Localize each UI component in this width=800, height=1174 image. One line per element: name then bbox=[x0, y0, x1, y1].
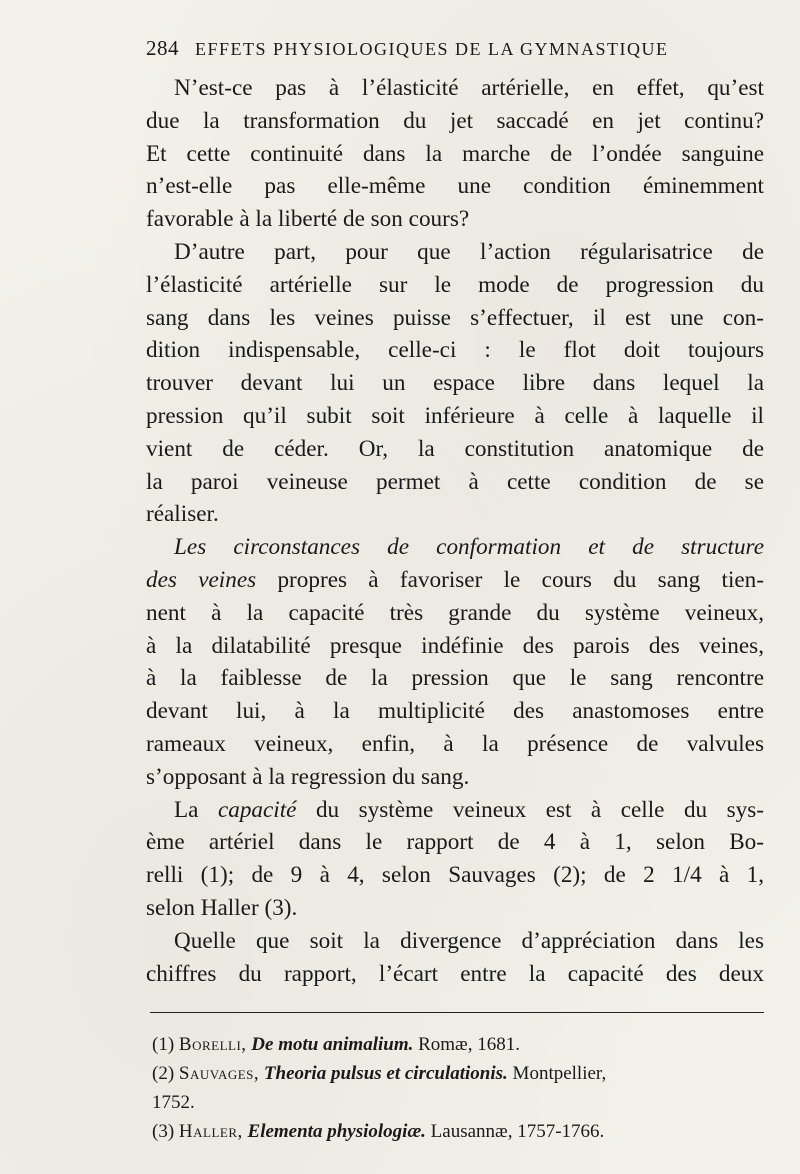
text-line: Et cette continuité dans la marche de l’ondée sanguine bbox=[146, 140, 764, 167]
text-line: l’élasticité artérielle sur le mode de progression du bbox=[146, 271, 764, 298]
text-line: Quelle que soit la divergence d’appréciation dans les bbox=[174, 927, 764, 954]
footnote-publication: Lausannæ, 1757-1766. bbox=[430, 1121, 605, 1142]
text-line bbox=[146, 794, 764, 827]
footnote-title: Elementa physiologiæ. bbox=[247, 1121, 426, 1142]
text-line: vient de céder. Or, la constitution anatomique de bbox=[146, 435, 764, 462]
footnote-number: (3) bbox=[152, 1121, 175, 1142]
text-line: ème artériel dans le rapport de 4 à 1, selon Bo- bbox=[146, 829, 764, 856]
footnote-title: De motu animalium. bbox=[251, 1034, 414, 1055]
text-line: favorable à la liberté de son cours? bbox=[146, 206, 470, 233]
footnote-year: 1752. bbox=[152, 1092, 195, 1113]
text-line: nent à la capacité très grande du système veineux, bbox=[146, 599, 764, 626]
text-line-italic: Les circonstances de conformation et de structure bbox=[174, 534, 764, 561]
text-line: selon Haller (3). bbox=[146, 894, 298, 921]
footnote bbox=[152, 1059, 764, 1088]
footnote-publication: Montpellier, bbox=[512, 1063, 607, 1084]
text-line: à la faiblesse de la pression que le sang rencontre bbox=[146, 665, 764, 692]
text-line: pression qu’il subit soit inférieure à celle à laquelle il bbox=[146, 402, 764, 429]
text-line: D’autre part, pour que l’action régularisatrice de bbox=[174, 238, 764, 265]
main-text bbox=[146, 72, 764, 990]
text-line: s’opposant à la regression du sang. bbox=[146, 763, 470, 790]
footnote-title: Theoria pulsus et circulationis. bbox=[263, 1063, 508, 1084]
text-segment: du système veineux est à celle du sys- bbox=[296, 796, 764, 823]
footnote-number: (2) bbox=[152, 1063, 175, 1084]
text-line: chiffres du rapport, l’écart entre la capacité des deux bbox=[146, 960, 764, 987]
text-line: réaliser. bbox=[146, 501, 219, 528]
page-header bbox=[146, 36, 766, 61]
text-segment: propres à favoriser le cours du sang tien- bbox=[256, 566, 764, 593]
footnote bbox=[152, 1030, 764, 1059]
footnote bbox=[152, 1117, 764, 1146]
text-line: sang dans les veines puisse s’effectuer, il est une con- bbox=[146, 304, 764, 331]
text-line: dition indispensable, celle-ci : le flot doit toujours bbox=[146, 337, 764, 364]
italic-word: capacité bbox=[217, 796, 297, 823]
text-line: devant lui, à la multiplicité des anastomoses entre bbox=[146, 698, 764, 725]
footnote-author: Haller, bbox=[178, 1121, 243, 1142]
footnotes bbox=[152, 1030, 764, 1146]
text-line: relli (1); de 9 à 4, selon Sauvages (2); de 2 1/4 à 1, bbox=[146, 862, 764, 889]
text-line: la paroi veineuse permet à cette condition de se bbox=[146, 468, 764, 495]
text-line: rameaux veineux, enfin, à la présence de valvules bbox=[146, 730, 764, 757]
footnote-number: (1) bbox=[152, 1034, 175, 1055]
text-line: N’est-ce pas à l’élasticité artérielle, en effet, qu’est bbox=[174, 75, 764, 101]
footnote-continuation bbox=[152, 1088, 764, 1117]
footnote-author: Borelli, bbox=[178, 1034, 247, 1055]
footnote-author: Sauvages, bbox=[178, 1063, 260, 1084]
page-number: 284 bbox=[146, 36, 179, 60]
text-segment: La bbox=[174, 796, 218, 823]
footnote-publication: Romæ, 1681. bbox=[418, 1034, 520, 1055]
italic-phrase: des veines bbox=[146, 566, 257, 593]
text-line: n’est-elle pas elle-même une condition éminemment bbox=[146, 173, 764, 200]
text-line bbox=[146, 564, 764, 597]
running-title: EFFETS PHYSIOLOGIQUES DE LA GYMNASTIQUE bbox=[195, 39, 669, 59]
text-line: due la transformation du jet saccadé en jet continu? bbox=[146, 107, 764, 134]
text-line: à la dilatabilité presque indéfinie des parois des veines, bbox=[146, 632, 764, 659]
text-line: trouver devant lui un espace libre dans lequel la bbox=[146, 370, 764, 397]
footnote-divider bbox=[150, 1012, 764, 1013]
